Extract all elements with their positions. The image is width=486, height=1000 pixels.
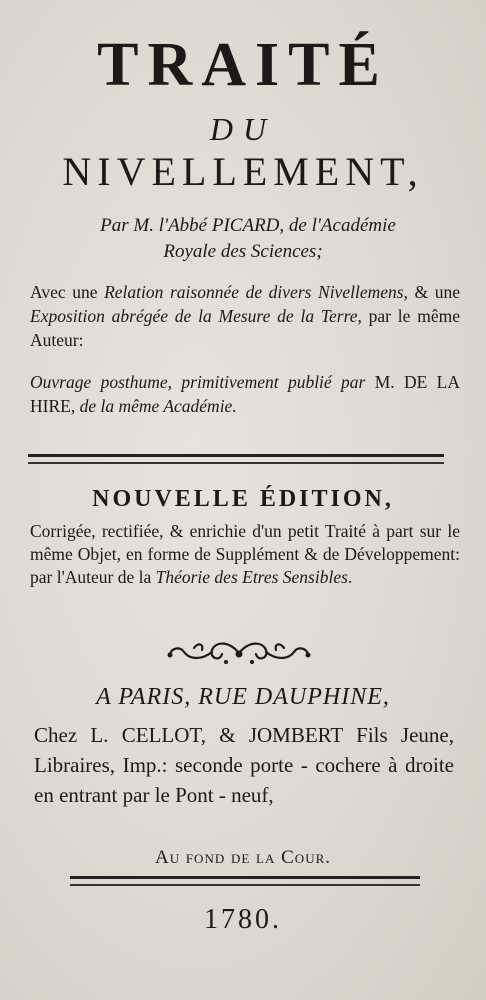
subtitle: NIVELLEMENT, [62, 149, 424, 194]
imprint-city: A PARIS, RUE DAUPHINE, [96, 684, 390, 710]
desc-text-b: Relation raisonnée de divers Nivellemens [104, 282, 404, 302]
author-line-2: Royale des Sciences; [163, 241, 323, 262]
fleuron-ornament-icon [164, 638, 314, 668]
desc-text-a: Avec une [30, 282, 105, 302]
post-text-b: M. DE LA HIRE [30, 372, 460, 416]
edition-text-a: Corrigée, rectifiée, & enrichie d'un petit Traité à part sur le même Objet, en forme de Supplément & de Développement: par l'Auteur de la [30, 521, 460, 587]
posthumous-paragraph [30, 370, 460, 418]
post-text-c: , de la même Académie. [70, 396, 237, 416]
desc-text-c: , & une [403, 282, 460, 302]
main-title: TRAITÉ [97, 31, 389, 99]
desc-text-d: Exposition abrégée de la Mesure de la Terre [30, 306, 358, 326]
edition-text-c: . [347, 567, 353, 587]
imprint-court: Au fond de la Cour. [154, 847, 332, 868]
imprint-paragraph: Chez L. CELLOT, & JOMBERT Fils Jeune, Libraires, Imp.: seconde porte - cochere à droite en entrant par le Pont - neuf, [34, 723, 454, 807]
edition-paragraph [30, 520, 460, 589]
edition-title: NOUVELLE ÉDITION, [92, 486, 394, 512]
description-paragraph [30, 280, 460, 352]
title-connector: DU [209, 111, 277, 147]
desc-text-e: , par le même Auteur: [30, 306, 460, 350]
edition-text-b: Théorie des Etres Sensibles [155, 567, 348, 587]
double-rule-top [28, 454, 444, 464]
post-text-a: Ouvrage posthume, primitivement publié par [30, 372, 375, 392]
double-rule-bottom [70, 876, 420, 886]
author-line-1: Par M. l'Abbé PICARD, de l'Académie [100, 215, 396, 236]
publication-year: 1780. [204, 904, 282, 935]
